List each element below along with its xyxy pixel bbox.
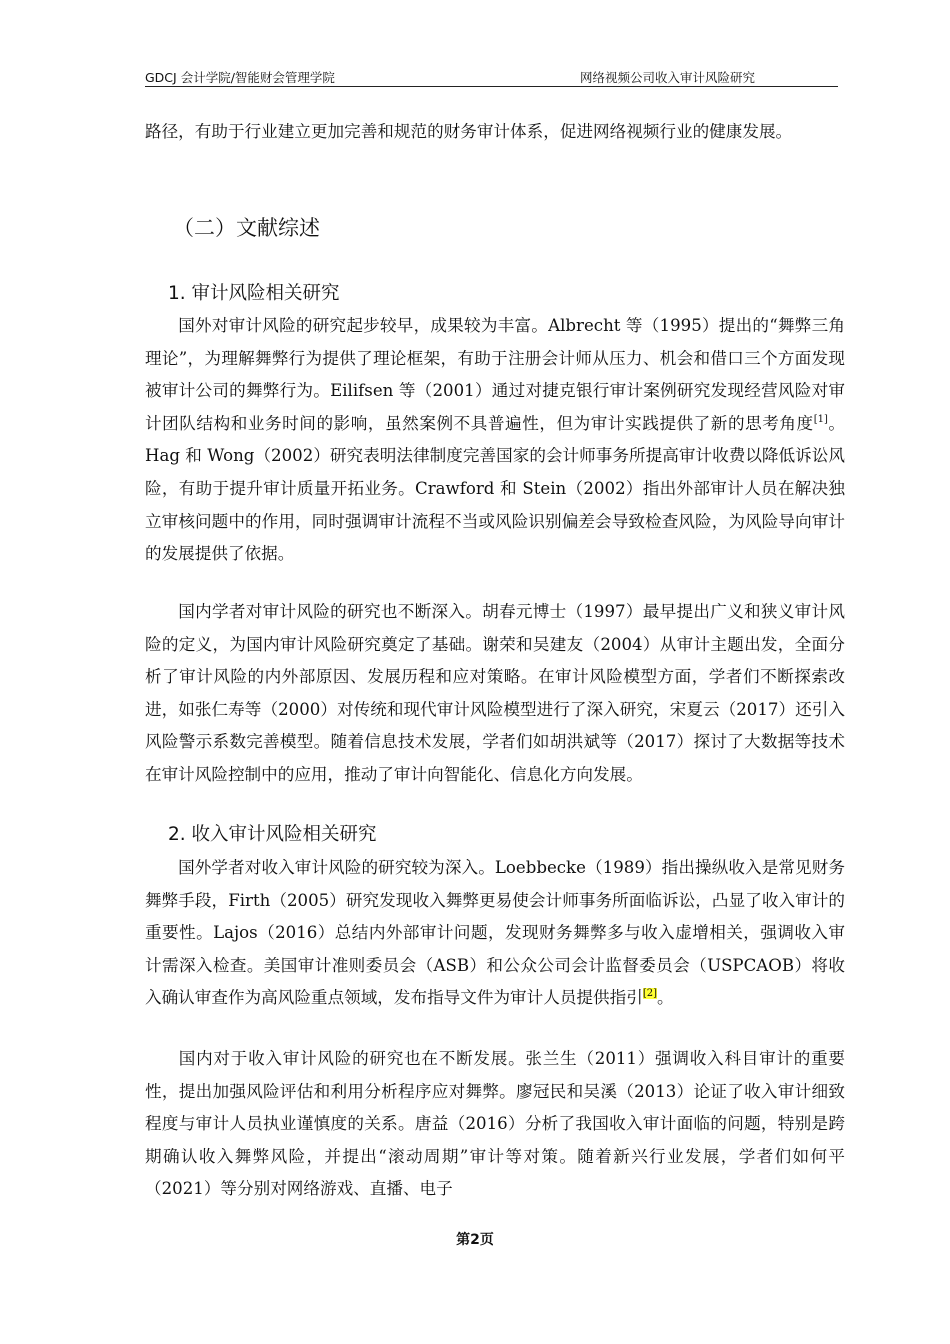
paragraph-text: 。Hag 和 Wong（2002）研究表明法律制度完善国家的会计师事务所提高审计收费以降低诉讼风险，有助于提升审计质量开拓业务。Crawford 和 Stein（2002）指出外部审计人员在解决独立审核问题中的作用，同时强调审计流程不当或风险识别偏差会导致检查风险，为风险导向审计的发展提供了依据。 bbox=[145, 413, 846, 564]
subsection-1-paragraph-2 bbox=[145, 596, 845, 792]
citation-ref: [1] bbox=[813, 413, 828, 425]
subsection-2-title: 2. 收入审计风险相关研究 bbox=[168, 824, 377, 845]
header-left-text: GDCJ 会计学院/智能财会管理学院 bbox=[145, 70, 335, 85]
paragraph-text: 国内学者对审计风险的研究也不断深入。胡春元博士（1997）最早提出广义和狭义审计风险的定义，为国内审计风险研究奠定了基础。谢荣和吴建友（2004）从审计主题出发，全面分析了审计风险的内外部原因、发展历程和应对策略。在审计风险模型方面，学者们不断探索改进，如张仁寿等（2000）对传统和现代审计风险模型进行了深入研究，宋夏云（2017）还引入风险警示系数完善模型。随着信息技术发展，学者们如胡洪斌等（2017）探讨了大数据等技术在审计风险控制中的应用，推动了审计向智能化、信息化方向发展。 bbox=[145, 602, 845, 784]
paragraph-text: 国内对于收入审计风险的研究也在不断发展。张兰生（2011）强调收入科目审计的重要性，提出加强风险评估和利用分析程序应对舞弊。廖冠民和吴溪（2013）论证了收入审计细致程度与审计人员执业谨慎度的关系。唐益（2016）分析了我国收入审计面临的问题，特别是跨期确认收入舞弊风险，并提出“滚动周期”审计等对策。随着新兴行业发展，学者们如何平（2021）等分别对网络游戏、直播、电子 bbox=[145, 1049, 845, 1199]
subsection-1-title: 1. 审计风险相关研究 bbox=[168, 283, 340, 304]
subsection-1-paragraph-1 bbox=[145, 310, 845, 571]
paragraph-text: 。 bbox=[656, 988, 674, 1008]
subsection-2-paragraph-2 bbox=[145, 1043, 845, 1206]
section-title: （二）文献综述 bbox=[173, 216, 320, 240]
header-right-text: 网络视频公司收入审计风险研究 bbox=[580, 70, 756, 85]
page-header bbox=[145, 68, 838, 87]
paragraph-text: 国外学者对收入审计风险的研究较为深入。Loebbecke（1989）指出操纵收入是常见财务舞弊手段，Firth（2005）研究发现收入舞弊更易使会计师事务所面临诉讼，凸显了收入审计的重要性。Lajos（2016）总结内外部审计问题，发现财务舞弊多与收入虚增相关，强调收入审计需深入检查。美国审计准则委员会（ASB）和公众公司会计监督委员会（USPCAOB）将收入确认审查作为高风险重点领域，发布指导文件为审计人员提供指引 bbox=[145, 858, 845, 1008]
page-number: 第2页 bbox=[456, 1232, 494, 1248]
citation-ref-highlighted: [2] bbox=[642, 988, 657, 1000]
subsection-2-paragraph-1 bbox=[145, 852, 845, 1015]
paragraph-text: 国外对审计风险的研究起步较早，成果较为丰富。Albrecht 等（1995）提出的“舞弊三角理论”，为理解舞弊行为提供了理论框架，有助于注册会计师从压力、机会和借口三个方面发现被审计公司的舞弊行为。Eilifsen 等（2001）通过对捷克银行审计案例研究发现经营风险对审计团队结构和业务时间的影响，虽然案例不具普遍性，但为审计实践提供了新的思考角度 bbox=[145, 316, 845, 433]
intro-paragraph: 路径，有助于行业建立更加完善和规范的财务审计体系，促进网络视频行业的健康发展。 bbox=[145, 122, 793, 141]
